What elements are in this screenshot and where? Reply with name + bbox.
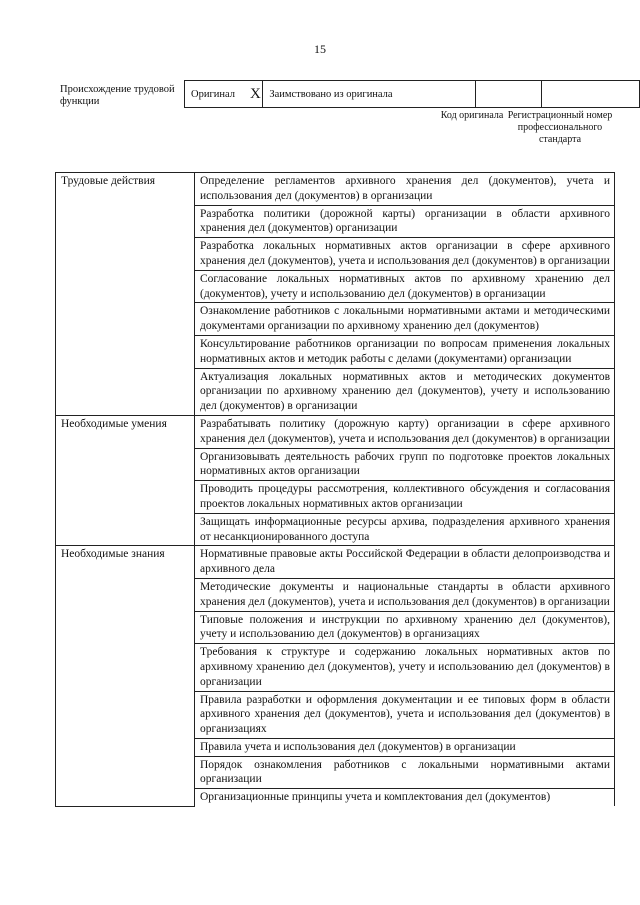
table-row <box>56 546 615 579</box>
table-cell: Правила разработки и оформления документации и ее типовых форм в области архивного хранения дел (документов), учета и использования дел (документов) в организациях <box>195 691 615 738</box>
table-cell: Защищать информационные ресурсы архива, подразделения архивного хранения от несанкционированного доступа <box>195 513 615 546</box>
table-cell: Методические документы и национальные стандарты в области архивного хранения дел (документов), учета и использования дел (документов) в организации <box>195 578 615 611</box>
table-cell: Согласование локальных нормативных актов по архивному хранению дел (документов), учету и использованию дел (документов) в организации <box>195 270 615 303</box>
table-cell: Ознакомление работников с локальными нормативными актами и методическими документами организации по архивному хранению дел (документов) <box>195 303 615 336</box>
table-cell: Типовые положения и инструкции по архивному хранению дел (документов), учету и использованию дел (документов) в организациях <box>195 611 615 644</box>
section-title: Трудовые действия <box>56 173 195 416</box>
origin-label: Происхождение трудовой функции <box>60 84 175 107</box>
original-label: Оригинал <box>185 81 249 108</box>
table-cell: Проводить процедуры рассмотрения, коллективного обсуждения и согласования проектов локальных нормативных актов организации <box>195 481 615 514</box>
reg-number-cell <box>542 81 640 108</box>
table-cell: Разрабатывать политику (дорожную карту) организации в сфере архивного хранения дел (документов), учета и использования дел (документов) в организации <box>195 415 615 448</box>
code-header: Код оригинала <box>440 110 504 121</box>
table-cell: Нормативные правовые акты Российской Федерации в области делопроизводства и архивного дела <box>195 546 615 579</box>
table-cell: Организовывать деятельность рабочих групп по подготовке проектов локальных нормативных актов организации <box>195 448 615 481</box>
code-cell <box>475 81 542 108</box>
table-row <box>56 415 615 448</box>
table-cell: Консультирование работников организации по вопросам применения локальных нормативных актов и методик работы с делами (документами) организации <box>195 335 615 368</box>
table-cell: Разработка политики (дорожной карты) организации в области архивного хранения дел (документов) организации <box>195 205 615 238</box>
table-cell: Порядок ознакомления работников с локальными нормативными актами организации <box>195 756 615 789</box>
table-cell: Разработка локальных нормативных актов организации в сфере архивного хранения дел (документов), учета и использования дел (документов) в организации <box>195 238 615 271</box>
table-cell: Правила учета и использования дел (документов) в организации <box>195 738 615 756</box>
reg-header: Регистрационный номер профессионального стандарта <box>507 110 613 145</box>
section-title: Необходимые умения <box>56 415 195 545</box>
section-title: Необходимые знания <box>56 546 195 806</box>
origin-table <box>184 80 640 108</box>
table-cell: Определение регламентов архивного хранения дел (документов), учета и использования дел (документов) в организации <box>195 173 615 206</box>
table-cell: Требования к структуре и содержанию локальных нормативных актов по архивному хранению дел (документов), учету и использованию дел (документов) в организации <box>195 644 615 691</box>
function-table <box>55 172 615 807</box>
table-cell: Актуализация локальных нормативных актов и методических документов организации по архивному хранению дел (документов), учету и использованию дел (документов) в организации <box>195 368 615 415</box>
page-number: 15 <box>314 42 326 56</box>
original-mark: X <box>249 81 263 108</box>
table-cell: Организационные принципы учета и комплектования дел (документов) <box>195 789 615 806</box>
table-row <box>56 173 615 206</box>
borrowed-label: Заимствовано из оригинала <box>263 81 475 108</box>
